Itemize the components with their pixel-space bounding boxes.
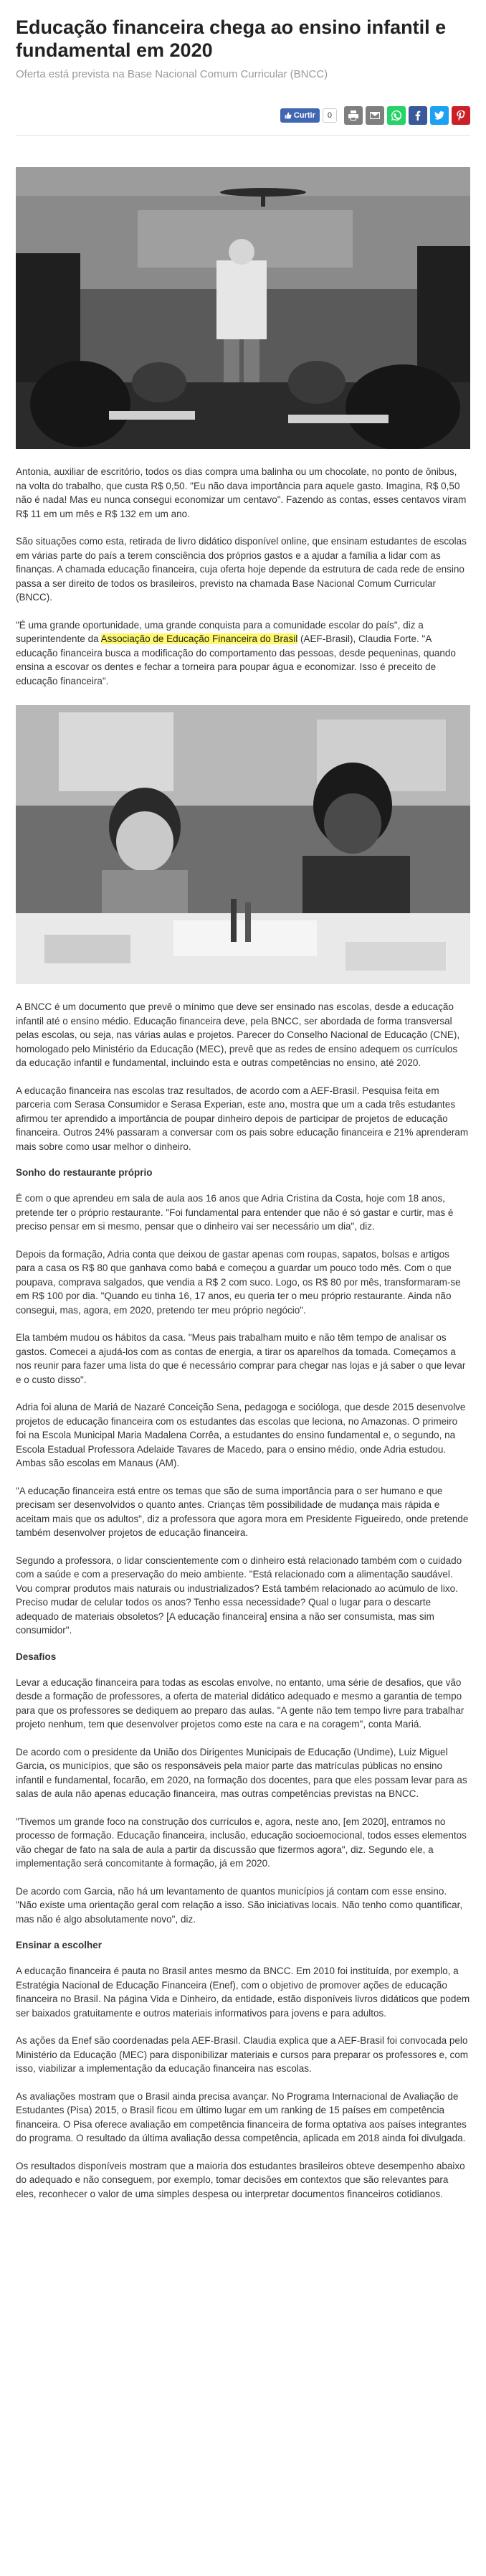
- email-share-button[interactable]: [366, 106, 384, 125]
- facebook-like-label: Curtir: [293, 111, 315, 120]
- facebook-share-button[interactable]: [409, 106, 427, 125]
- paragraph: As ações da Enef são coordenadas pela AEF-Brasil. Claudia explica que a AEF-Brasil foi convocada pelo Ministério da Educação (MEC) para disponibilizar materiais e cursos para preparar os professores e, com isso, viabilizar a implementação da educação financeira nas escolas.: [16, 2035, 469, 2074]
- paragraph: São situações como esta, retirada de livro didático disponível online, que ensinam estudantes de escolas em várias parte do país a terem consciência dos próprios gastos e a ajudar a família a lidar com as finanças. A chamada educação financeira, cuja oferta hoje depende da estrutura de cada rede de ensino passa a ser direito de todos os brasileiros, previsto na chamada Base Nacional Comum Curricular (BNCC).: [16, 536, 467, 603]
- paragraph: As avaliações mostram que o Brasil ainda precisa avançar. No Programa Internacional de Avaliação de Estudantes (Pisa) 2015, o Brasil ficou em último lugar em um ranking de 15 países em competência financeira. O Pisa oferece avaliação em competência financeira de forma optativa aos países integrantes do programa. O resultado da última avaliação dessa competência, aplicada em 2018 ainda foi divulgada.: [16, 2090, 467, 2143]
- paragraph: De acordo com Garcia, não há um levantamento de quantos municípios já contam com esse ensino. "Não existe uma orientação geral com relação a isso. São iniciativas locais. Não tenho como quantificar, mas não é algo absolutamente novo", diz.: [16, 1885, 463, 1925]
- paragraph: É com o que aprendeu em sala de aula aos 16 anos que Adria Cristina da Costa, hoje com 18 anos, pretende ter o próprio restaurante. "Foi fundamental para entender que não é só gastar e curtir, mas é preciso pensar em si mesmo, pensar que o dinheiro vai ser necessário um dia", diz.: [16, 1193, 454, 1232]
- article-title: Educação financeira chega ao ensino infantil e fundamental em 2020: [16, 16, 447, 61]
- paragraph: "Tivemos um grande foco na construção dos currículos e, agora, neste ano, [em 2020], entramos no processo de formação. Educação financeira, inclusão, educação socioemocional, todos esses elementos vão chegar de fato na sala de aula a partir da discussão que fizermos agora", diz. Segundo ele, a implementação será concomitante à formação, já em 2020.: [16, 1816, 467, 1869]
- paragraph-text: "É uma grande oportunidade, uma grande conquista para a comunidade escolar do país", diz a superintendente da: [16, 619, 424, 644]
- paragraph-text: (AEF-Brasil), Claudia Forte. "A educação financeira busca a modificação do comportamento das pessoas, desde pequeninas, quando ensina a escovar os dentes e fechar a torneira para poupar água e economizar. Isso é preceito de educação financeira".: [16, 633, 456, 687]
- paragraph: Segundo a professora, o lidar conscientemente com o dinheiro está relacionado também com o cuidado com a saúde e com a preservação do meio ambiente. "Está relacionado com a alimentação saudável. Vou comprar produtos mais naturais ou industrializados? Está também relacionado ao acúmulo de lixo. Preciso mudar de celular todos os anos? Tenho essa necessidade? Qual o lugar para o descarte adequado de materiais obsoletos? [A educação financeira] ensina a não ser consumista, mas sim consumidor".: [16, 1554, 462, 1636]
- section-heading: Sonho do restaurante próprio: [16, 1167, 153, 1178]
- paragraph: A educação financeira é pauta no Brasil antes mesmo da BNCC. Em 2010 foi instituída, por exemplo, a Estratégia Nacional de Educação Financeira (Enef), com o objetivo de promover ações de educação financeira no Brasil. Na página Vida e Dinheiro, da entidade, estão disponíveis livros didáticos que podem ser baixados gratuitamente e outros materiais informativos para jovens e para adultos.: [16, 1966, 470, 2019]
- whatsapp-icon: [391, 110, 402, 121]
- paragraph: Adria foi aluna de Mariá de Nazaré Conceição Sena, pedagoga e socióloga, que desde 2015 desenvolve projetos de educação financeira com os estudantes das escolas que leciona, no Amazonas. O primeiro foi na Escola Municipal Maria Madalena Corrêa, a estudantes do ensino fundamental e, o segundo, na Escola Estadual Professora Adelaide Tavares de Macedo, para o ensino médio, onde Adria estudou. Ambas são escolas em Manaus (AM).: [16, 1402, 466, 1468]
- paragraph: A BNCC é um documento que prevê o mínimo que deve ser ensinado nas escolas, desde a educação infantil até o ensino médio. Educação financeira deve, pela BNCC, ser abordada de forma transversal pelas escolas, ou seja, nas várias aulas e projetos. Parecer do Conselho Nacional de Educação (CNE), homologado pelo Ministério da Educação (MEC), prevê que as redes de ensino adequem os currículos da educação infantil e fundamental, incluindo esta e outras competências no ensino, até 2020.: [16, 1001, 460, 1068]
- paragraph: [16, 618, 470, 689]
- paragraph: Ela também mudou os hábitos da casa. "Meus pais trabalham muito e não têm tempo de analisar os gastos. Comecei a ajudá-los com as contas de energia, a tirar os aparelhos da tomada. Começamos a nos reunir para fazer uma lista do que é necessário comprar para chegar nas lojas e já saber o que levar e o custo disso".: [16, 1332, 466, 1385]
- article-subtitle: Oferta está prevista na Base Nacional Comum Curricular (BNCC): [16, 68, 328, 80]
- paragraph: Levar a educação financeira para todas as escolas envolve, no entanto, uma série de desafios, que vão desde a formação de professores, a oferta de material didático adequado e mesmo a garantia de tempo para que os professores se dediquem ao preparo das aulas. "A gente não tem tempo livre para trabalhar projeto nenhum, tem que desenvolver projetos como este na cara e na coragem", conta Mariá.: [16, 1676, 464, 1730]
- printer-icon: [348, 110, 359, 121]
- print-button[interactable]: [344, 106, 363, 125]
- whatsapp-share-button[interactable]: [387, 106, 406, 125]
- pinterest-icon: [455, 110, 467, 121]
- classroom-photo-children: [16, 705, 470, 984]
- thumbs-up-icon: [285, 112, 292, 119]
- facebook-like-button[interactable]: [280, 108, 320, 123]
- paragraph: Antonia, auxiliar de escritório, todos os dias compra uma balinha ou um chocolate, no ponto de ônibus, na volta do trabalho, que custa R$ 0,50. "Eu não dava importância para aquele gasto. Imagina, R$ 0,50 não é nada! Mas eu nunca consegui economizar um centavo". Fazendo as contas, esses centavos viram R$ 11 em um mês e R$ 132 em um ano.: [16, 466, 467, 519]
- article-body-continued: [16, 1000, 470, 2201]
- share-bar: [16, 106, 470, 136]
- section-heading: Desafios: [16, 1651, 57, 1662]
- aef-brasil-link[interactable]: Associação de Educação Financeira do Brasil: [100, 633, 298, 644]
- paragraph: Os resultados disponíveis mostram que a maioria dos estudantes brasileiros obteve desempenho abaixo do adequado e não conseguem, por exemplo, tomar decisões em contextos que são relevantes para eles, reconhecer o valor de uma simples despesa ou interpretar documentos financeiros cotidianos.: [16, 2160, 465, 2199]
- article-body: [16, 465, 470, 688]
- section-heading: Ensinar a escolher: [16, 1940, 103, 1950]
- paragraph: De acordo com o presidente da União dos Dirigentes Municipais de Educação (Undime), Luiz Miguel Garcia, os municípios, que são os responsáveis pela maior parte das matrículas públicas no ensino infantil e fundamental, focarão, em 2020, na formação dos docentes, para que eles possam levar para as salas de aula não apenas educação financeira, mas outras competências previstas na BNCC.: [16, 1746, 467, 1799]
- facebook-icon: [412, 110, 424, 121]
- classroom-photo-teacher: [16, 167, 470, 449]
- facebook-like-count: 0: [323, 108, 337, 123]
- twitter-share-button[interactable]: [430, 106, 449, 125]
- envelope-icon: [369, 110, 381, 121]
- paragraph: A educação financeira nas escolas traz resultados, de acordo com a AEF-Brasil. Pesquisa feita em parceria com Serasa Consumidor e Serasa Experian, este ano, mostra que um a cada três estudantes afirmou ter aprendido a importância de poupar dinheiro depois de participar de projetos de educação financeira. Outros 24% passaram a conversar com os pais sobre educação financeira e 21% aprenderam mais sobre como usar melhor o dinheiro.: [16, 1085, 469, 1152]
- paragraph: Depois da formação, Adria conta que deixou de gastar apenas com roupas, sapatos, bolsas e artigos para a casa os R$ 80 que ganhava como babá e começou a guardar um pouco todo mês. Com o que poupava, comprava salgados, que vendia a R$ 2 com suco. Logo, os R$ 80 por mês, transformaram-se em R$ 100 por dia. "Quando eu tinha 16, 17 anos, eu queria ter o meu próprio restaurante. Ainda não consegui, mas, agora, em 2020, pretendo ter meu próprio negócio".: [16, 1248, 461, 1316]
- pinterest-share-button[interactable]: [452, 106, 470, 125]
- paragraph: "A educação financeira está entre os temas que são de suma importância para o ser humano e que precisam ser desenvolvidos o quanto antes. Crianças têm possibilidade de mudança mais rápida e aceitam mais que os adultos", diz a professora que agora mora em Presidente Figueiredo, onde pretende também desenvolver projetos de educação financeira.: [16, 1485, 469, 1538]
- twitter-icon: [434, 110, 445, 121]
